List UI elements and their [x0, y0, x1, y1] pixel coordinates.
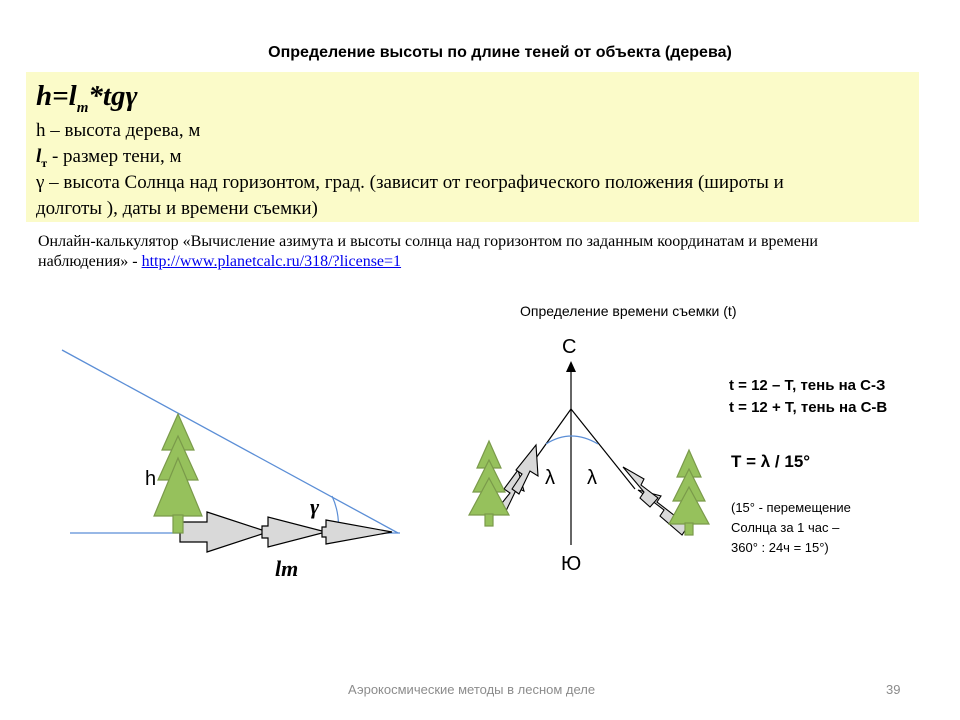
note-line-3: 360° : 24ч = 15°) — [731, 540, 829, 555]
height-label: h — [145, 468, 157, 490]
lt-sub: т — [41, 155, 48, 170]
south-label: Ю — [561, 553, 582, 575]
formula-t: T = λ / 15° — [731, 452, 811, 471]
formula-h: h=l — [36, 80, 77, 112]
shadow-length-label: lт — [275, 556, 299, 581]
lt-symbol: l — [36, 146, 42, 167]
lambda-left-label: λ — [545, 467, 555, 489]
shadow-arrow-1 — [180, 512, 268, 552]
diagram-caption: Определение времени съемки (t) — [520, 303, 737, 319]
formula-line-gamma: γ – высота Солнца над горизонтом, град. (зависит от географического положения (широты и — [36, 172, 784, 193]
formula-tg: *tgγ — [88, 80, 138, 112]
footer-text: Аэрокосмические методы в лесном деле — [348, 682, 596, 697]
note-line-2: Солнца за 1 час – — [731, 520, 840, 535]
rule-ne: t = 12 + Т, тень на С-В — [729, 399, 888, 416]
tree-icon-left — [469, 441, 509, 526]
angle-label: γ — [310, 494, 320, 519]
sun-ray-line — [62, 350, 398, 533]
north-label: С — [562, 336, 577, 358]
formula-line-h: h – высота дерева, м — [36, 120, 201, 141]
shadow-arrow-2 — [262, 517, 326, 547]
ray-right — [571, 409, 635, 489]
slide-title: Определение высоты по длине теней от объекта (дерева) — [268, 44, 732, 61]
rule-nw: t = 12 – Т, тень на С-З — [729, 377, 886, 394]
lt-desc: - размер тени, м — [47, 146, 182, 167]
north-arrowhead — [566, 361, 576, 372]
calculator-link[interactable]: http://www.planetcalc.ru/318/?license=1 — [141, 253, 402, 270]
lambda-right-label: λ — [587, 467, 597, 489]
formula-sub: т — [76, 99, 89, 116]
tree-icon-main — [154, 414, 202, 533]
shadow-arrows-left — [498, 445, 538, 513]
tree-icon-right — [669, 450, 709, 535]
calculator-text: Онлайн-калькулятор «Вычисление азимута и высоты солнца над горизонтом по заданным координатам и времени наблюдения» - — [38, 233, 818, 270]
formula-line-gamma-cont: долготы ), даты и времени съемки) — [36, 198, 318, 219]
lambda-arc — [546, 436, 598, 444]
note-line-1: (15° - перемещение — [731, 500, 851, 515]
page-number: 39 — [886, 682, 901, 697]
